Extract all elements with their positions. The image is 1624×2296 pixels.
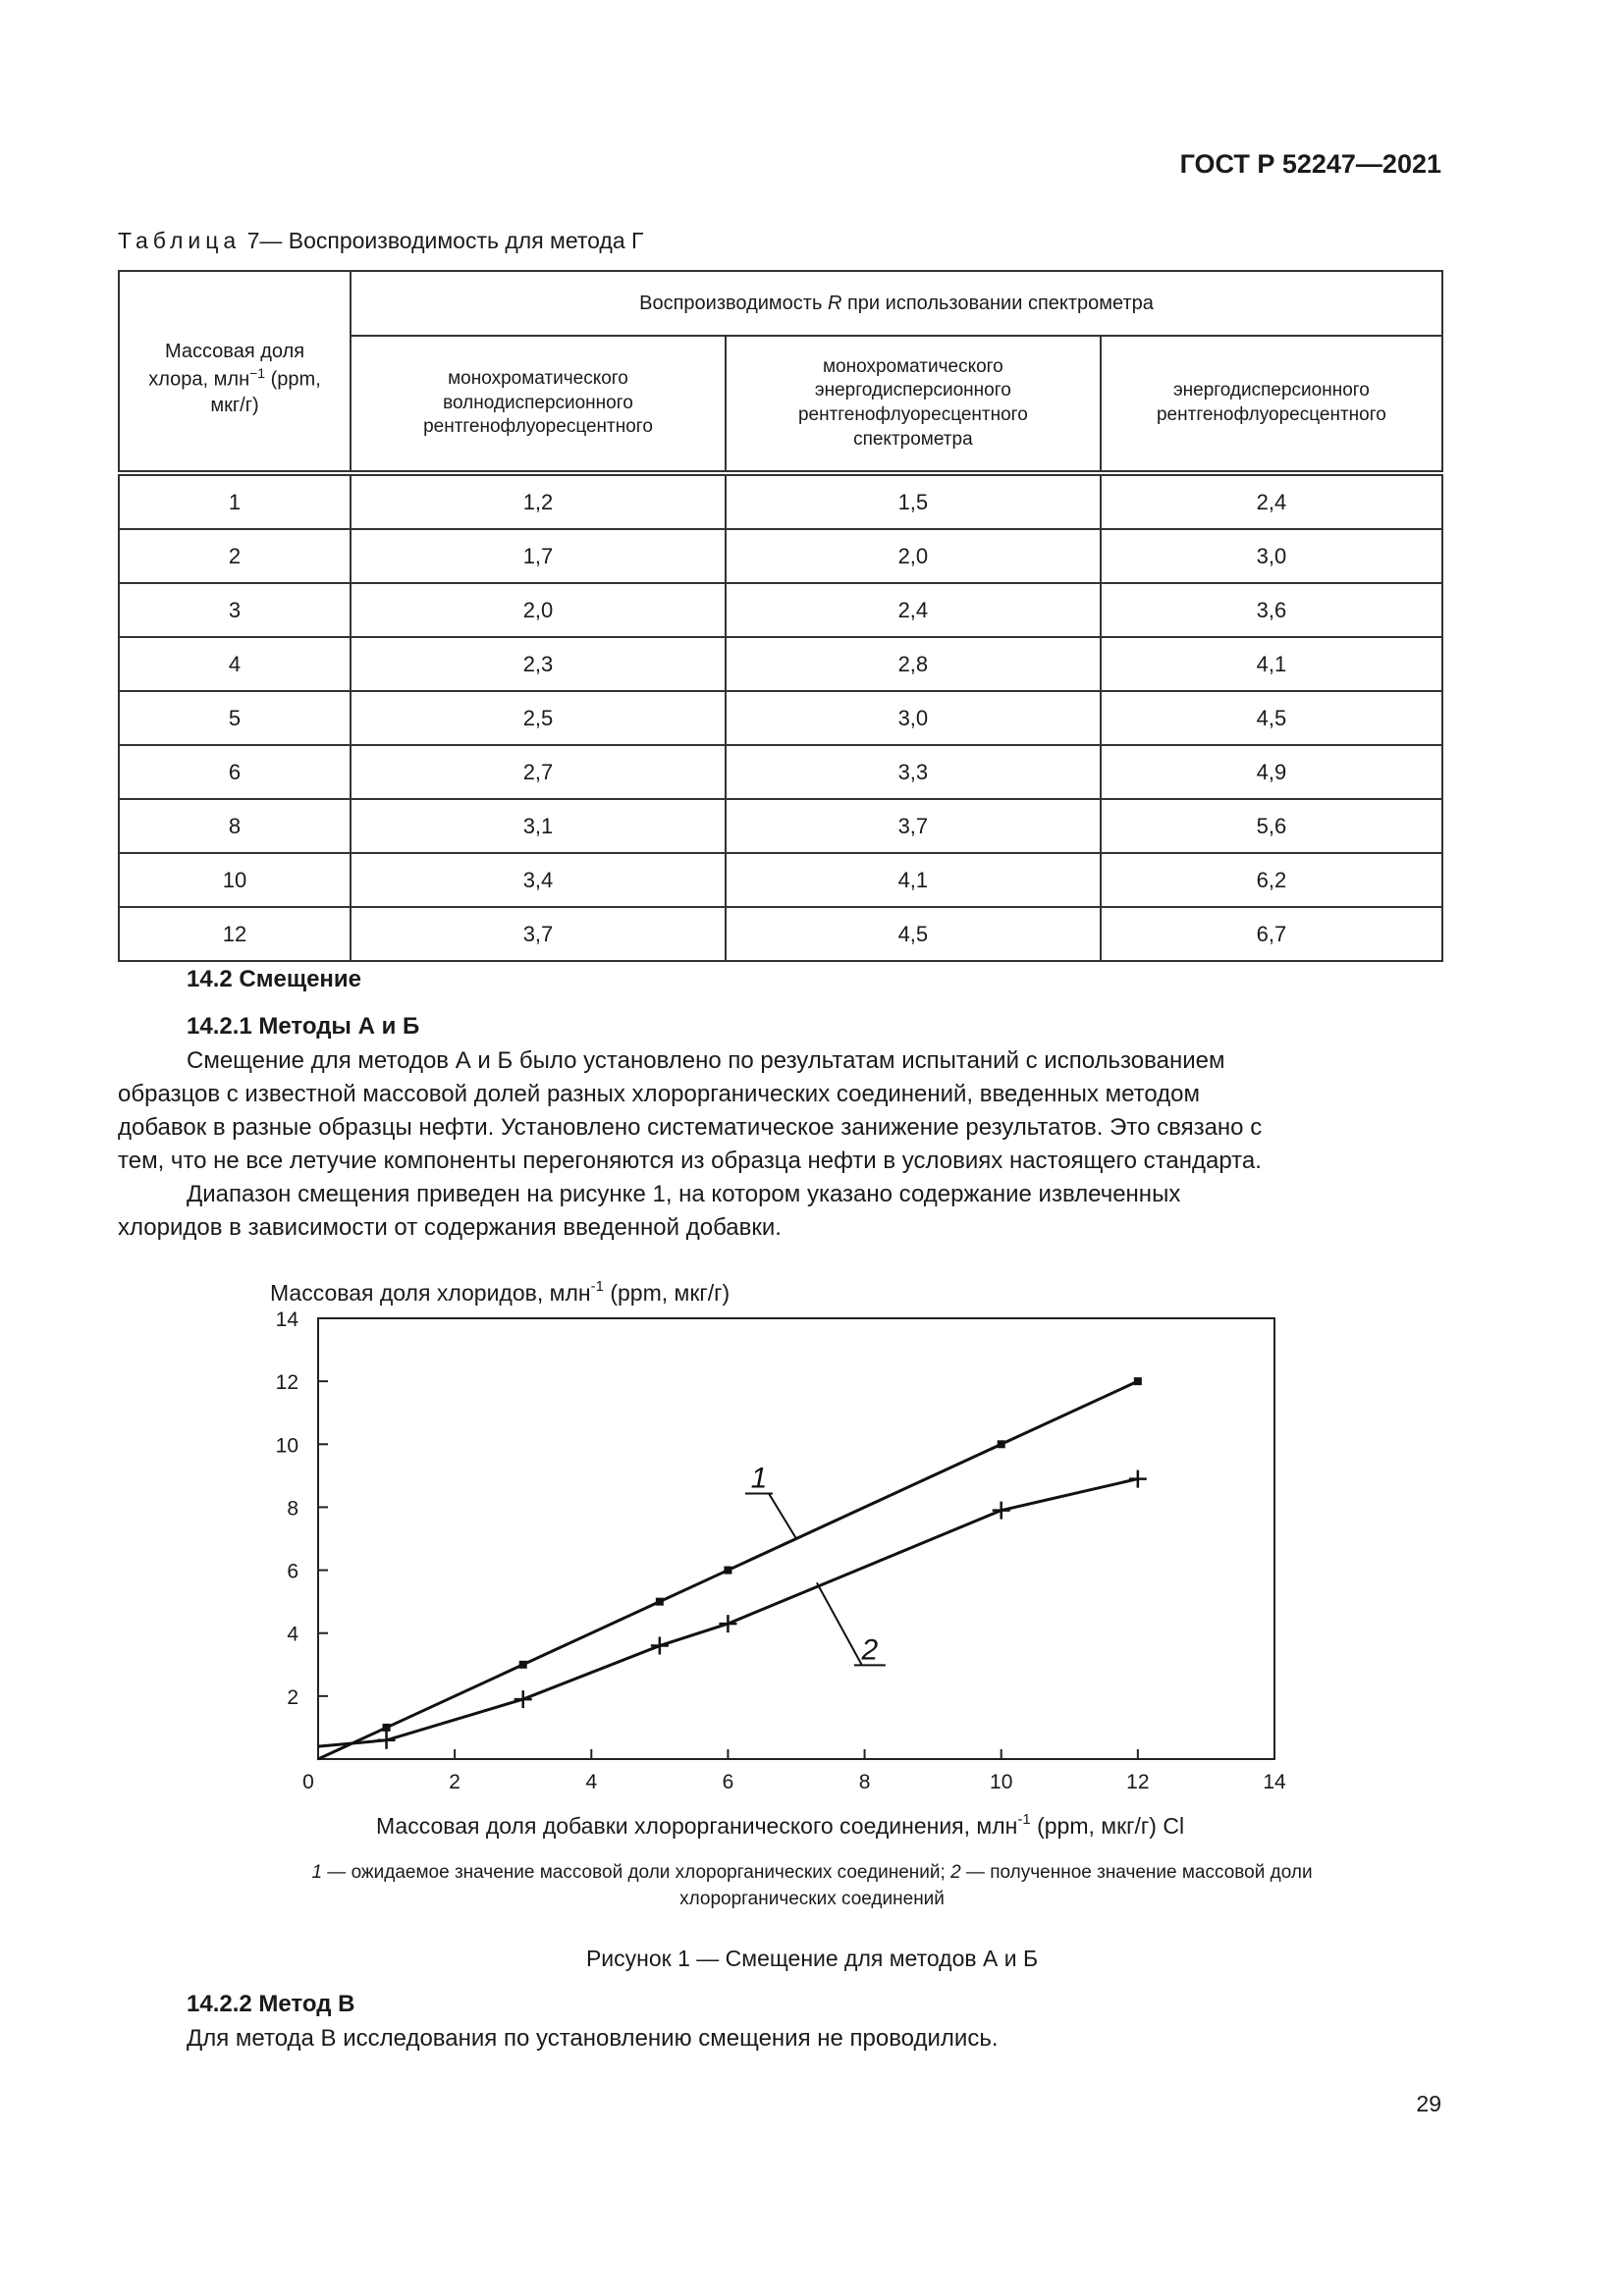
chart-annotations [745,1463,886,1667]
col0-header-line3: мкг/г) [210,394,259,416]
table-row: 3 2,0 2,4 3,6 [119,583,1442,637]
y-tick-label: 8 [287,1497,298,1521]
table-caption-text: 7— Воспроизводимость для метода Г [241,228,644,253]
origin-label: 0 [302,1771,314,1793]
x-tick-label: 2 [449,1771,460,1793]
y-axis-label: Массовая доля хлоридов, млн$^{-1}$ (ppm, мкг/г) [270,1278,731,1306]
y-tick-label: 4 [287,1623,298,1646]
series-2-line [318,1479,1138,1747]
series-1-point [383,1724,391,1732]
table-row: 8 3,1 3,7 5,6 [119,799,1442,853]
series-1-point [1134,1377,1142,1385]
series-2-point [1129,1470,1147,1488]
group-header-post: при использовании спектрометра [841,292,1154,314]
para1-line: образцов с известной массовой долей разных хлорорганических соединений, введенных методом [118,1081,1201,1107]
para2-line: хлоридов в зависимости от содержания введенной добавки. [118,1214,782,1241]
annotation-leader [769,1494,796,1539]
series-2-point [651,1637,669,1655]
table-row: 12 3,7 4,5 6,7 [119,907,1442,961]
x-tick-label: 10 [990,1771,1013,1793]
series-1-point [519,1661,527,1669]
table-row: 5 2,5 3,0 4,5 [119,691,1442,745]
table-caption-label: Таблица [118,228,242,253]
y-tick-label: 14 [275,1308,298,1331]
section-14-2-1-title: 14.2.1 Методы А и Б [187,1013,420,1040]
group-header-var: R [827,292,842,314]
legend-line2: хлорорганических соединений [679,1889,945,1909]
y-tick-label: 2 [287,1685,298,1709]
x-tick-label: 8 [858,1771,871,1793]
x-tick-label: 6 [722,1771,734,1793]
sub-header-3: энергодисперсионного рентгенофлуоресцентного [1101,336,1442,473]
sub-header-1: монохроматического волнодисперсионного рентгенофлуоресцентного [351,336,726,473]
series-2-point [378,1732,396,1749]
para1-line: Смещение для методов А и Б было установлено по результатам испытаний с использованием [187,1047,1225,1074]
legend-line1: 1 — ожидаемое значение массовой доли хлорорганических соединений; 2 — полученное значение массовой доли [311,1862,1313,1883]
col0-header-line2b: (ppm, [265,368,321,391]
table-row: 2 1,7 2,0 3,0 [119,529,1442,583]
x-tick-label: 12 [1126,1771,1150,1793]
para1-line: тем, что не все летучие компоненты перегоняются из образца нефти в условиях настоящего стандарта. [118,1148,1262,1174]
y-tick-label: 6 [287,1560,298,1583]
figure-legend [196,1859,1428,1912]
col0-header-exp: −1 [249,365,266,381]
chart-series [318,1377,1147,1759]
annotation-leader [817,1582,862,1665]
col0-header-line1: Массовая доля [164,341,305,362]
figure-caption: Рисунок 1 — Смещение для методов А и Б [585,1946,1039,1971]
y-tick-label: 10 [275,1434,298,1458]
section-14-2-title: 14.2 Смещение [187,966,362,992]
y-tick-label: 12 [275,1371,298,1395]
x-axis-label: Массовая доля добавки хлорорганического соединения, млн$^{-1}$ (ppm, мкг/г) Cl [376,1811,1185,1839]
table-row: 4 2,3 2,8 4,1 [119,637,1442,691]
col0-header-line2: хлора, млн [148,368,250,391]
page-number: 29 [1416,2091,1441,2116]
series-2-point [514,1690,532,1708]
annotation-label: 1 [750,1462,768,1495]
x-tick-label: 4 [585,1771,598,1793]
para1-line: добавок в разные образцы нефти. Установлено систематическое занижение результатов. Это связано с [118,1114,1263,1141]
para2-line: Диапазон смещения приведен на рисунке 1, на котором указано содержание извлеченных [187,1181,1181,1207]
series-1-point [656,1598,664,1606]
table-row: 1 1,2 1,5 2,4 [119,473,1442,529]
x-tick-label: 14 [1263,1771,1286,1793]
series-1-point [724,1567,731,1575]
standard-code: ГОСТ Р 52247—2021 [1179,149,1441,179]
group-header-pre: Воспроизводимость [639,292,828,314]
series-1-point [998,1440,1005,1448]
table-row: 10 3,4 4,1 6,2 [119,853,1442,907]
section-14-2-2-title: 14.2.2 Метод В [187,1991,355,2017]
annotation-label: 2 [861,1633,879,1667]
sub-header-2: монохроматического энергодисперсионного рентгенофлуоресцентного спектрометра [726,336,1101,473]
series-2-point [993,1502,1010,1520]
table-row: 6 2,7 3,3 4,9 [119,745,1442,799]
series-2-point [719,1615,736,1632]
section-14-2-2-text: Для метода В исследования по установлению смещения не проводились. [187,2025,999,2052]
